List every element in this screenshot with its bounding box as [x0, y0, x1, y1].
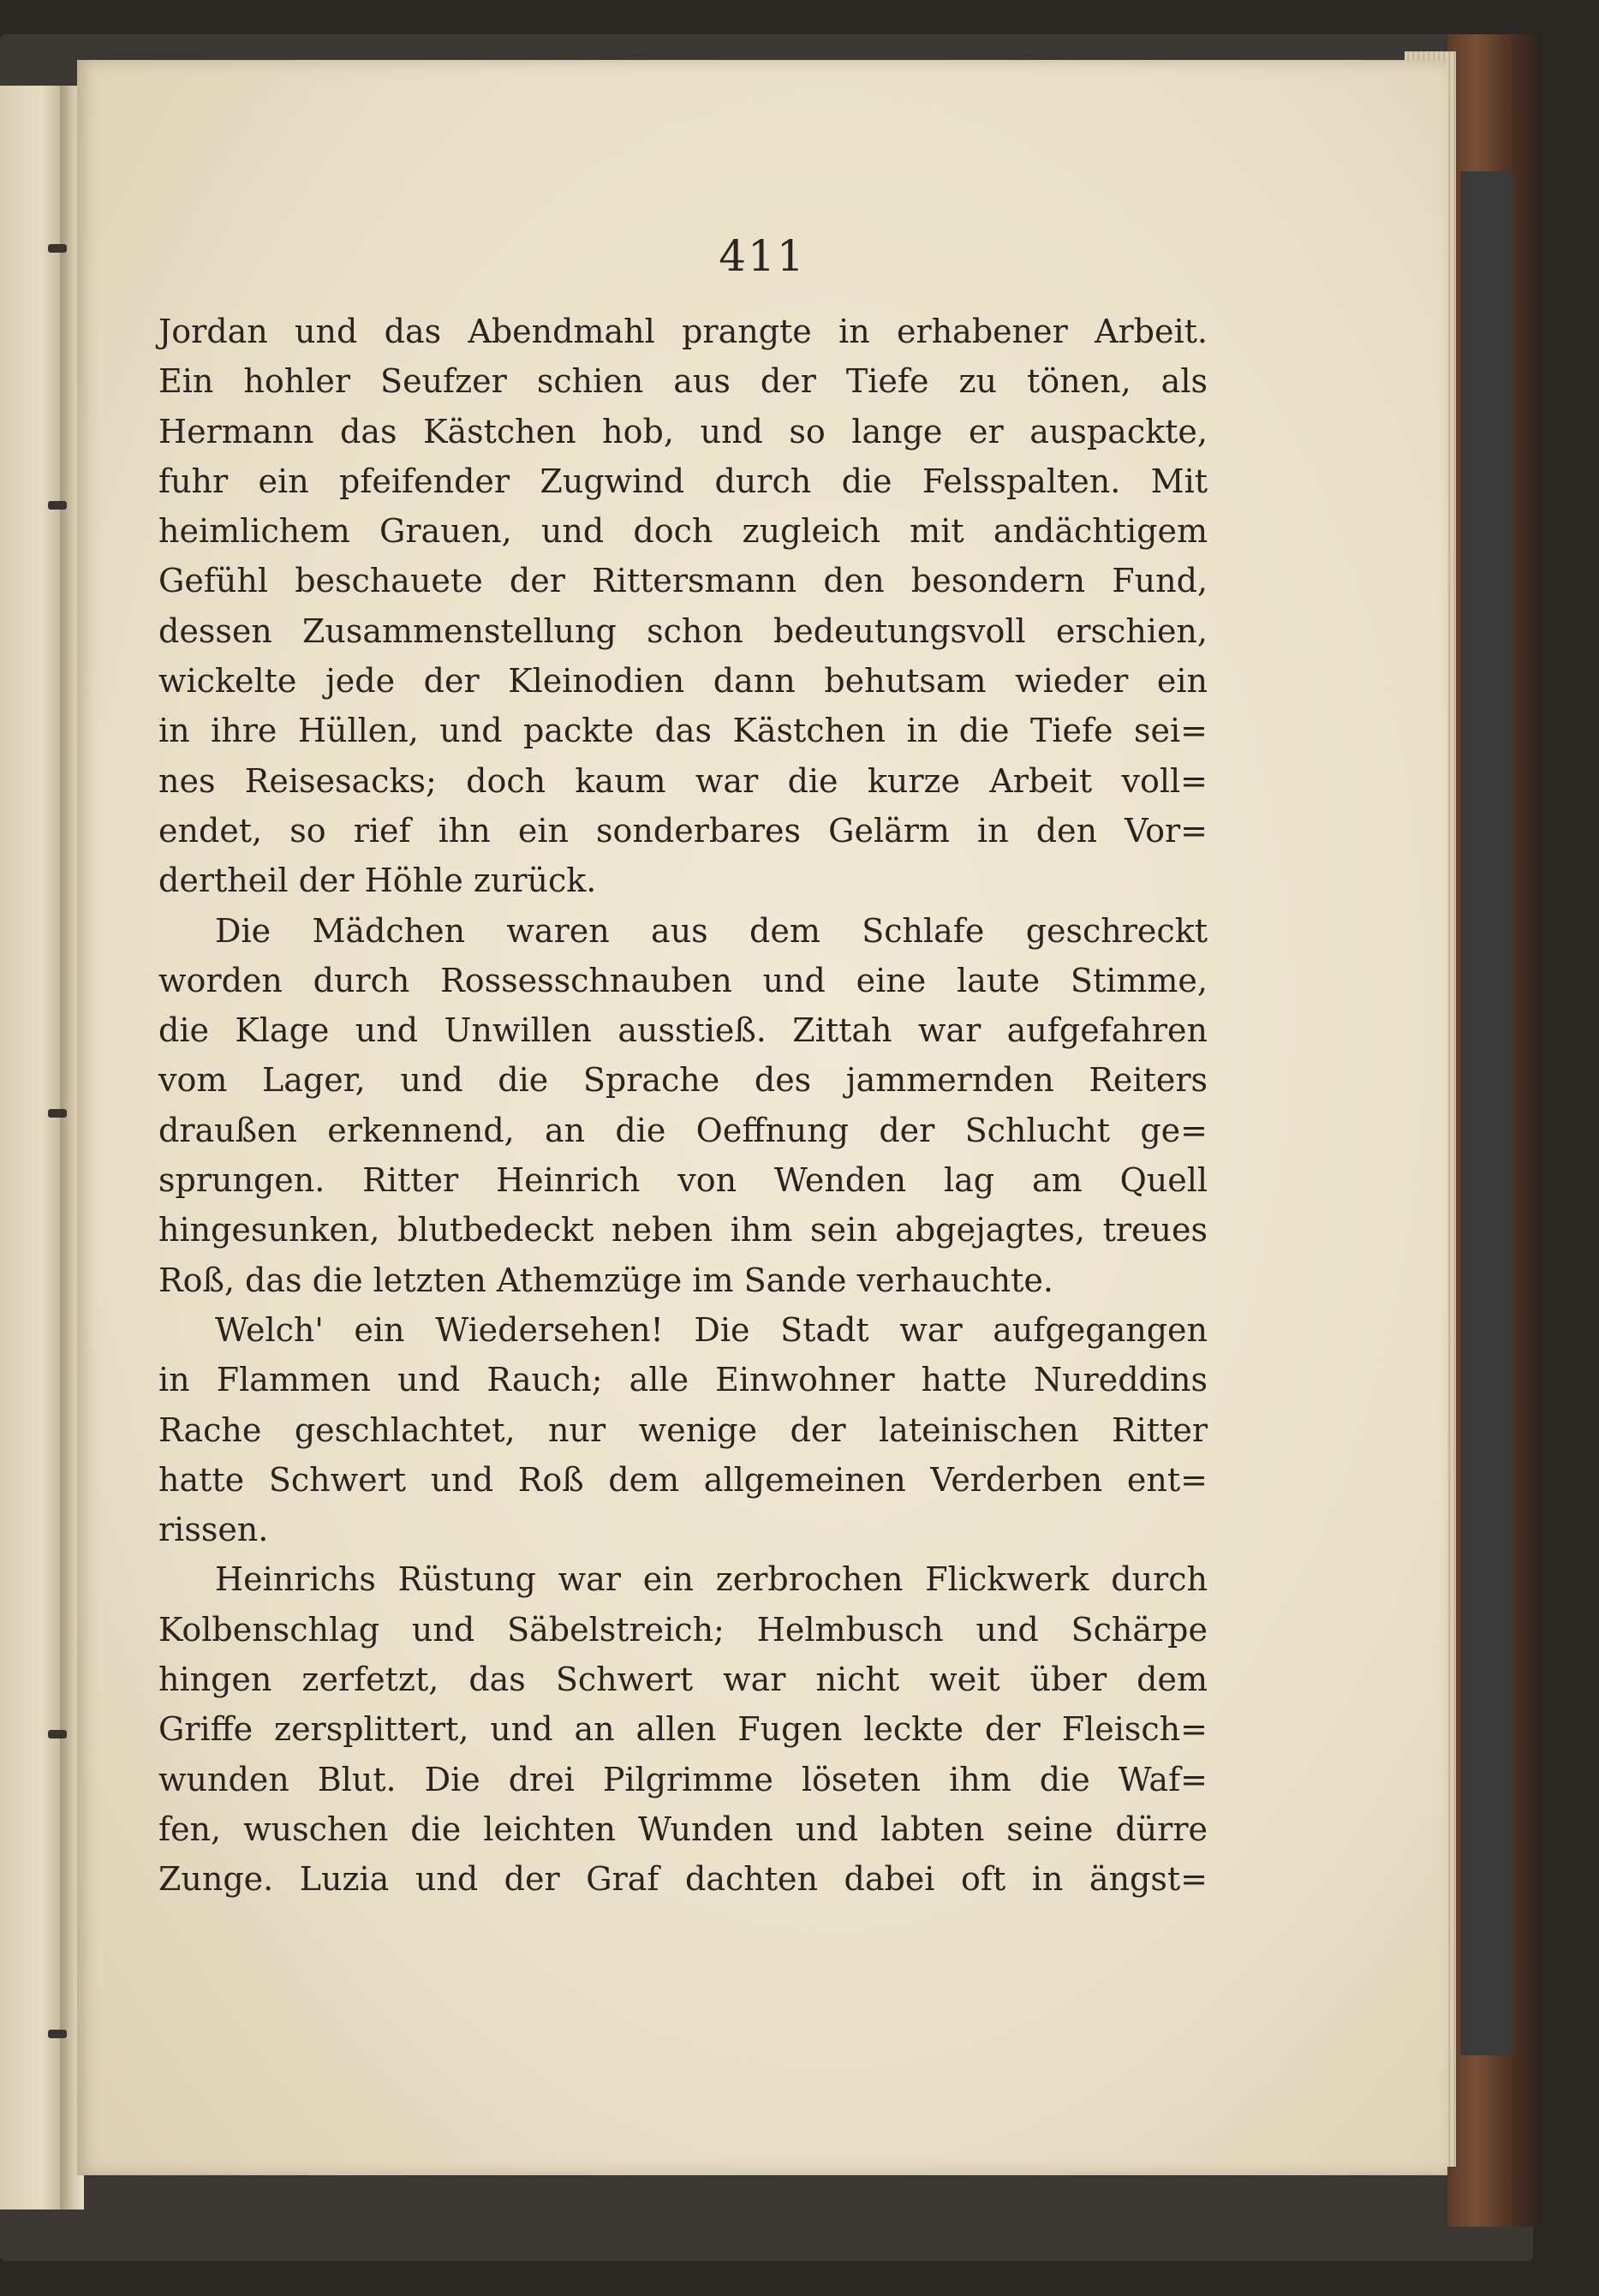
text-line: Heinrichs Rüstung war ein zerbrochen Flickwerk durch [215, 1560, 1208, 1599]
cover-cloth-strip [1460, 171, 1512, 2055]
text-line: sprungen. Ritter Heinrich von Wenden lag am Quell [158, 1161, 1208, 1200]
text-line: hingen zerfetzt, das Schwert war nicht weit über dem [158, 1661, 1208, 1699]
text-line: wunden Blut. Die drei Pilgrimme löseten ihm die Waf= [158, 1760, 1208, 1798]
text-line: heimlichem Grauen, und doch zugleich mit andächtigem [158, 512, 1208, 551]
text-line: dessen Zusammenstellung schon bedeutungsvoll erschien, [158, 611, 1208, 650]
binding-stitch [48, 244, 67, 253]
text-line: Griffe zersplittert, und an allen Fugen leckte der Fleisch= [158, 1710, 1208, 1749]
binding-stitch [48, 1730, 67, 1738]
body-text [158, 307, 1208, 1905]
text-line: fuhr ein pfeifender Zugwind durch die Felsspalten. Mit [158, 462, 1208, 500]
text-line: Kolbenschlag und Säbelstreich; Helmbusch und Schärpe [158, 1610, 1208, 1649]
text-line: fen, wuschen die leichten Wunden und labten seine dürre [158, 1810, 1208, 1848]
text-line: nes Reisesacks; doch kaum war die kurze Arbeit voll= [158, 761, 1208, 800]
text-line: rissen. [158, 1511, 269, 1549]
text-line: wickelte jede der Kleinodien dann behutsam wieder ein [158, 662, 1208, 701]
text-line: Roß, das die letzten Athemzüge im Sande verhauchte. [158, 1261, 1053, 1299]
text-line: worden durch Rossesschnauben und eine laute Stimme, [158, 961, 1208, 999]
text-line: in ihre Hüllen, und packte das Kästchen in die Tiefe sei= [158, 712, 1208, 750]
text-line: draußen erkennend, an die Oeffnung der Schlucht ge= [158, 1111, 1208, 1149]
left-page-edge [0, 86, 69, 2210]
text-line: in Flammen und Rauch; alle Einwohner hatte Nureddins [158, 1361, 1208, 1399]
page-number: 411 [719, 231, 806, 281]
text-line: die Klage und Unwillen ausstieß. Zittah war aufgefahren [158, 1011, 1208, 1050]
binding-stitch [48, 2030, 67, 2038]
text-line: endet, so rief ihn ein sonderbares Gelärm in den Vor= [158, 811, 1208, 850]
text-line: Hermann das Kästchen hob, und so lange er auspackte, [158, 412, 1208, 450]
binding-stitch [48, 501, 67, 510]
text-line: Ein hohler Seufzer schien aus der Tiefe zu tönen, als [158, 362, 1208, 401]
text-line: Jordan und das Abendmahl prangte in erhabener Arbeit. [158, 313, 1208, 350]
text-line: Zunge. Luzia und der Graf dachten dabei oft in ängst= [158, 1860, 1208, 1899]
text-line: hatte Schwert und Roß dem allgemeinen Verderben ent= [158, 1460, 1208, 1499]
text-line: vom Lager, und die Sprache des jammernden Reiters [158, 1061, 1208, 1100]
text-line: dertheil der Höhle zurück. [158, 862, 597, 900]
text-line: Welch' ein Wiedersehen! Die Stadt war aufgegangen [215, 1310, 1208, 1349]
text-line: Gefühl beschauete der Rittersmann den besondern Fund, [158, 562, 1208, 600]
binding-stitch [48, 1109, 67, 1118]
text-line: Rache geschlachtet, nur wenige der lateinischen Ritter [158, 1410, 1208, 1449]
text-line: Die Mädchen waren aus dem Schlafe geschreckt [215, 911, 1208, 950]
text-line: hingesunken, blutbedeckt neben ihm sein abgejagtes, treues [158, 1211, 1208, 1249]
